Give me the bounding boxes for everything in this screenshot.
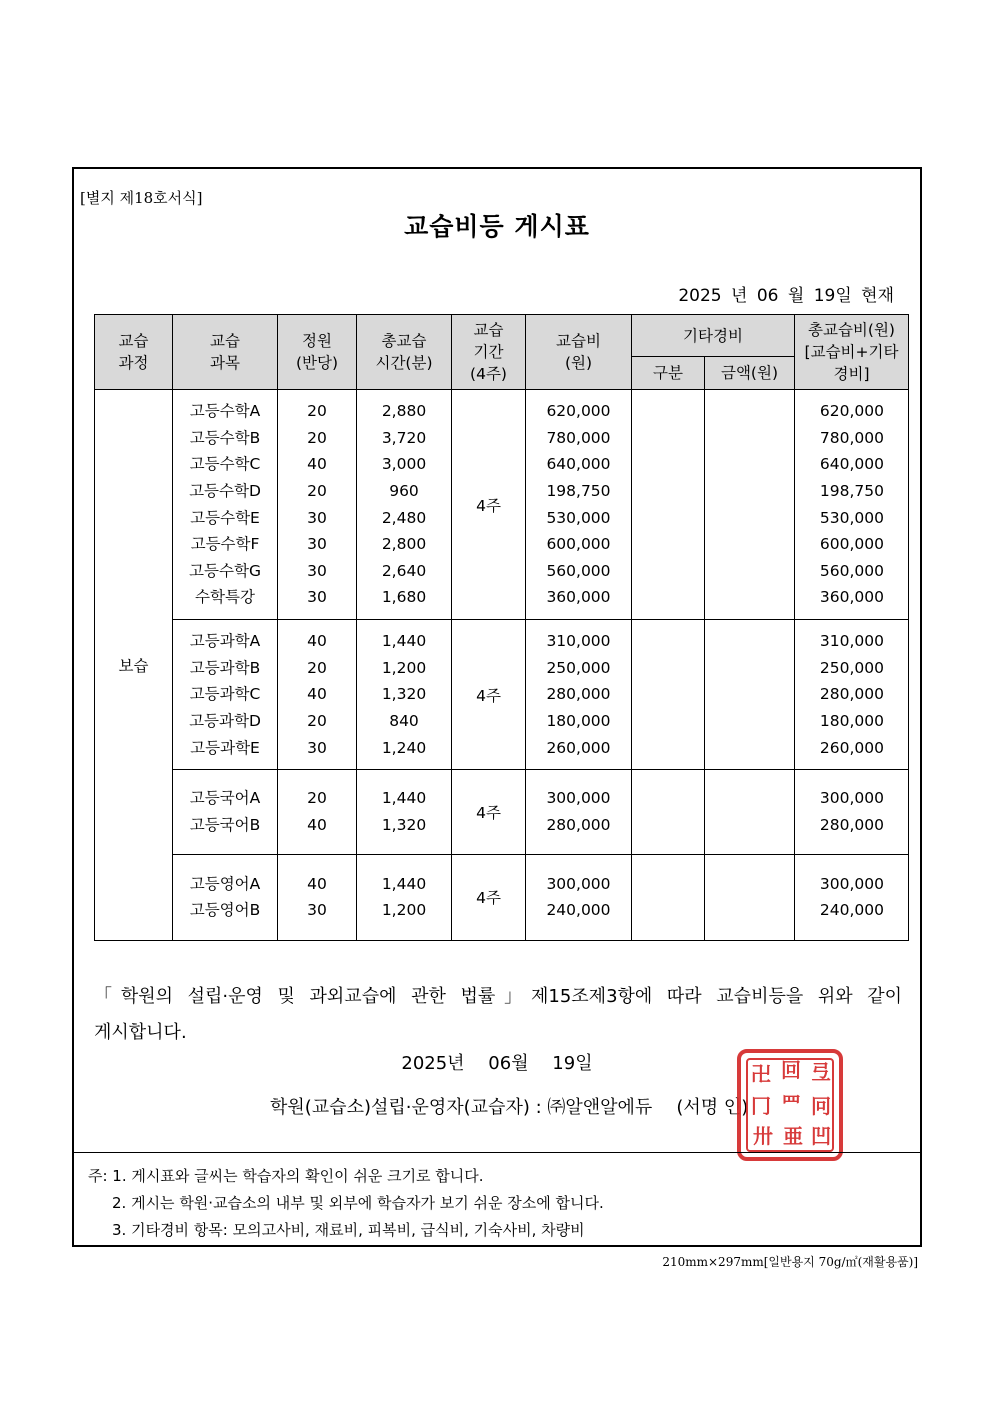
fee-cell-value: 260,000 — [546, 738, 611, 757]
subject-cell-value: 고등과학C — [189, 685, 261, 704]
fee-cell-value: 280,000 — [546, 685, 611, 704]
total-cell-value: 780,000 — [819, 428, 884, 447]
other-type-cell — [632, 770, 705, 854]
note-3: 3. 기타경비 항목: 모의고사비, 재료비, 피복비, 급식비, 기숙사비, 차량비 — [112, 1221, 585, 1239]
capacity-cell-value: 20 — [307, 658, 327, 677]
subject-cell-value: 고등과학A — [189, 632, 261, 651]
fee-cell-value: 640,000 — [546, 455, 611, 474]
hours-cell-value: 1,200 — [381, 658, 427, 677]
fee-cell-value: 600,000 — [546, 535, 611, 554]
table-row — [95, 620, 909, 770]
hours-cell — [357, 854, 452, 940]
header-period: 교습 기간 (4주) — [452, 315, 526, 390]
paper-spec-footer: 210mm×297mm[일반용지 70g/㎡(재활용품)] — [662, 1255, 918, 1269]
total-cell-value: 180,000 — [819, 711, 884, 730]
capacity-cell-value: 30 — [307, 508, 327, 527]
capacity-cell-value: 30 — [307, 535, 327, 554]
subject-cell-value: 고등수학F — [190, 535, 260, 554]
fee-cell — [526, 620, 632, 770]
total-cell-value: 310,000 — [819, 632, 884, 651]
header-course: 교습 과정 — [95, 315, 173, 390]
subject-cell — [173, 390, 278, 620]
current-date: 2025 년 06 월 19일 현재 — [678, 286, 894, 306]
fee-cell-value: 310,000 — [546, 632, 611, 651]
header-capacity: 정원 (반당) — [278, 315, 357, 390]
header-hours: 총교습 시간(분) — [357, 315, 452, 390]
total-cell-value: 360,000 — [819, 588, 884, 607]
capacity-cell-value: 40 — [307, 874, 327, 893]
subject-cell-value: 고등수학A — [189, 402, 261, 421]
fee-cell-value: 198,750 — [546, 482, 611, 501]
capacity-cell — [278, 390, 357, 620]
capacity-cell — [278, 620, 357, 770]
capacity-cell-value: 20 — [307, 789, 327, 808]
subject-cell-value: 고등과학E — [190, 738, 260, 757]
fee-cell-value: 560,000 — [546, 561, 611, 580]
capacity-cell-value: 20 — [307, 428, 327, 447]
notes — [88, 1163, 604, 1244]
law-statement — [94, 979, 902, 1051]
total-cell-value: 250,000 — [819, 658, 884, 677]
signer-name: 학원(교습소)설립·운영자(교습자) : ㈜알앤알에듀 — [270, 1097, 653, 1118]
other-amount-cell — [705, 620, 795, 770]
hours-cell — [357, 390, 452, 620]
capacity-cell-value: 20 — [307, 402, 327, 421]
total-cell-value: 600,000 — [819, 535, 884, 554]
capacity-cell — [278, 770, 357, 854]
fee-cell-value: 300,000 — [546, 874, 611, 893]
other-amount-cell — [705, 390, 795, 620]
hours-cell-value: 2,640 — [381, 561, 427, 580]
fee-table-body — [95, 390, 909, 941]
subject-cell-value: 고등수학C — [189, 455, 261, 474]
sign-date: 2025년 06월 19일 — [401, 1053, 593, 1074]
period-cell: 4주 — [452, 620, 526, 770]
total-cell-value: 260,000 — [819, 738, 884, 757]
total-cell — [795, 770, 909, 854]
subject-cell-value: 고등영어B — [189, 901, 261, 920]
notes-divider — [74, 1152, 920, 1153]
fee-table — [94, 314, 909, 941]
subject-cell-value: 고등수학G — [189, 561, 261, 580]
note-2: 2. 게시는 학원·교습소의 내부 및 외부에 학습자가 보기 쉬운 장소에 합니다. — [112, 1194, 604, 1212]
fee-cell-value: 250,000 — [546, 658, 611, 677]
hours-cell-value: 960 — [389, 482, 419, 501]
capacity-cell-value: 30 — [307, 738, 327, 757]
subject-cell — [173, 854, 278, 940]
capacity-cell-value: 30 — [307, 588, 327, 607]
hours-cell-value: 1,680 — [381, 588, 427, 607]
signature-mark: (서명 인) — [676, 1097, 749, 1118]
subject-cell-value: 고등국어B — [189, 815, 261, 834]
fee-cell-value: 780,000 — [546, 428, 611, 447]
period-cell: 4주 — [452, 390, 526, 620]
subject-cell-value: 고등수학E — [190, 508, 260, 527]
capacity-cell — [278, 854, 357, 940]
header-total: 총교습비(원) [교습비+기타 경비] — [795, 315, 909, 390]
subject-cell-value: 고등수학D — [189, 482, 261, 501]
header-other-amount: 금액(원) — [705, 357, 795, 390]
form-number: [별지 제18호서식] — [80, 189, 203, 207]
table-row — [95, 390, 909, 620]
fee-cell-value: 360,000 — [546, 588, 611, 607]
capacity-cell-value: 40 — [307, 632, 327, 651]
header-other-expenses: 기타경비 — [632, 315, 795, 357]
total-cell — [795, 854, 909, 940]
fee-cell — [526, 770, 632, 854]
company-seal-stamp: 卍 回 弖 冂 罒 冋 卅 亜 凹 — [737, 1049, 843, 1161]
document-frame — [72, 167, 922, 1247]
hours-cell-value: 1,320 — [381, 815, 427, 834]
subject-cell-value: 고등수학B — [189, 428, 261, 447]
hours-cell — [357, 620, 452, 770]
hours-cell-value: 1,200 — [381, 901, 427, 920]
hours-cell-value: 1,240 — [381, 738, 427, 757]
subject-cell-value: 고등국어A — [189, 789, 261, 808]
total-cell-value: 280,000 — [819, 815, 884, 834]
total-cell-value: 640,000 — [819, 455, 884, 474]
subject-cell-value: 고등과학D — [189, 711, 261, 730]
other-amount-cell — [705, 770, 795, 854]
fee-cell — [526, 854, 632, 940]
hours-cell-value: 2,800 — [381, 535, 427, 554]
capacity-cell-value: 20 — [307, 711, 327, 730]
total-cell-value: 620,000 — [819, 402, 884, 421]
subject-cell-value: 고등과학B — [189, 658, 261, 677]
hours-cell-value: 3,000 — [381, 455, 427, 474]
table-row — [95, 854, 909, 940]
hours-cell-value: 1,320 — [381, 685, 427, 704]
hours-cell-value: 2,480 — [381, 508, 427, 527]
hours-cell-value: 2,880 — [381, 402, 427, 421]
hours-cell-value: 840 — [389, 711, 419, 730]
total-cell-value: 530,000 — [819, 508, 884, 527]
header-other-type: 구분 — [632, 357, 705, 390]
capacity-cell-value: 30 — [307, 901, 327, 920]
total-cell-value: 198,750 — [819, 482, 884, 501]
hours-cell-value: 1,440 — [381, 789, 427, 808]
hours-cell — [357, 770, 452, 854]
hours-cell-value: 1,440 — [381, 874, 427, 893]
subject-cell — [173, 770, 278, 854]
fee-cell-value: 620,000 — [546, 402, 611, 421]
capacity-cell-value: 20 — [307, 482, 327, 501]
total-cell-value: 560,000 — [819, 561, 884, 580]
fee-cell-value: 240,000 — [546, 901, 611, 920]
page-title: 교습비등 게시표 — [404, 212, 590, 241]
hours-cell-value: 1,440 — [381, 632, 427, 651]
other-type-cell — [632, 620, 705, 770]
header-fee: 교습비 (원) — [526, 315, 632, 390]
capacity-cell-value: 30 — [307, 561, 327, 580]
total-cell-value: 300,000 — [819, 789, 884, 808]
subject-cell — [173, 620, 278, 770]
header-subject: 교습 과목 — [173, 315, 278, 390]
signer-line — [270, 1093, 748, 1119]
hours-cell-value: 3,720 — [381, 428, 427, 447]
period-cell: 4주 — [452, 770, 526, 854]
total-cell — [795, 390, 909, 620]
capacity-cell-value: 40 — [307, 455, 327, 474]
fee-cell — [526, 390, 632, 620]
fee-cell-value: 180,000 — [546, 711, 611, 730]
fee-cell-value: 280,000 — [546, 815, 611, 834]
other-type-cell — [632, 390, 705, 620]
note-1: 주: 1. 게시표와 글씨는 학습자의 확인이 쉬운 크기로 합니다. — [88, 1167, 484, 1185]
subject-cell-value: 수학특강 — [195, 588, 255, 607]
fee-cell-value: 300,000 — [546, 789, 611, 808]
course-cell: 보습 — [95, 390, 173, 941]
law-line-1: 「학원의 설립·운영 및 과외교습에 관한 법률」제15조제3항에 따라 교습비등을 위와 같이 — [94, 986, 902, 1007]
total-cell-value: 280,000 — [819, 685, 884, 704]
table-row — [95, 770, 909, 854]
other-type-cell — [632, 854, 705, 940]
total-cell — [795, 620, 909, 770]
period-cell: 4주 — [452, 854, 526, 940]
total-cell-value: 240,000 — [819, 901, 884, 920]
capacity-cell-value: 40 — [307, 685, 327, 704]
subject-cell-value: 고등영어A — [189, 874, 261, 893]
total-cell-value: 300,000 — [819, 874, 884, 893]
fee-cell-value: 530,000 — [546, 508, 611, 527]
other-amount-cell — [705, 854, 795, 940]
law-line-2: 게시합니다. — [94, 1022, 187, 1043]
capacity-cell-value: 40 — [307, 815, 327, 834]
